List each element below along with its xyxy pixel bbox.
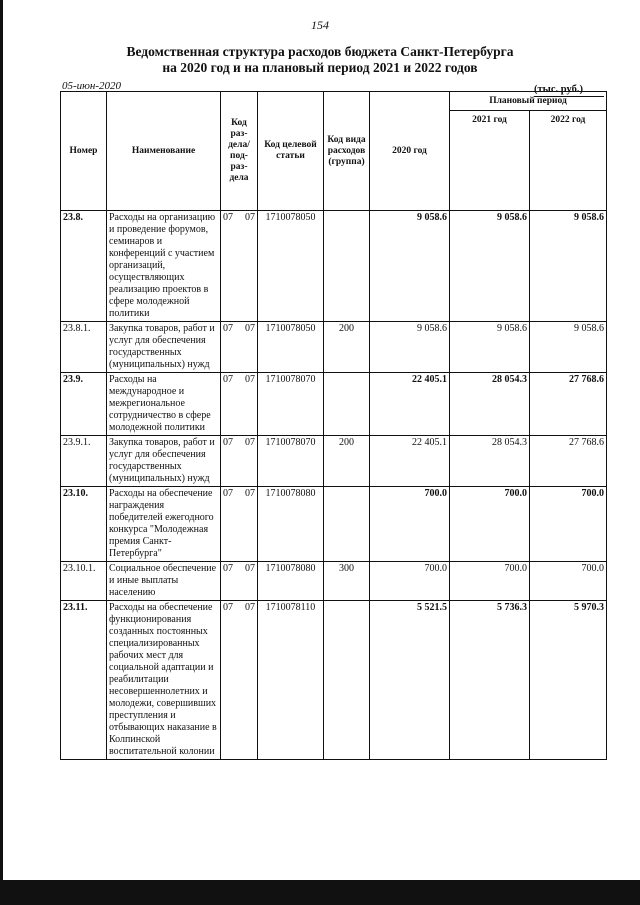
header-target-article: Код целевой статьи — [258, 92, 324, 211]
row-amount-2022: 27 768.6 — [530, 436, 607, 487]
row-amount-2022: 5 970.3 — [530, 601, 607, 760]
row-podrazdel-code: 07 — [245, 488, 255, 499]
row-amount-2021: 9 058.6 — [450, 322, 530, 373]
row-razdel-code: 07 — [223, 374, 233, 385]
row-razdel-code: 07 — [223, 212, 233, 223]
row-expense-type — [324, 601, 370, 760]
row-target-article: 1710078070 — [258, 436, 324, 487]
row-razdel — [221, 436, 258, 487]
row-amount-2021: 28 054.3 — [450, 436, 530, 487]
header-year-2022: 2022 год — [530, 111, 607, 211]
row-number: 23.10.1. — [61, 562, 107, 601]
header-name: Наименование — [107, 92, 221, 211]
table-row — [61, 562, 607, 601]
row-target-article: 1710078050 — [258, 322, 324, 373]
header-year-2020: 2020 год — [370, 92, 450, 211]
row-podrazdel-code: 07 — [245, 563, 255, 574]
row-razdel-code: 07 — [223, 602, 233, 613]
table-row — [61, 487, 607, 562]
budget-table — [60, 91, 607, 760]
table-row — [61, 436, 607, 487]
row-podrazdel-code: 07 — [245, 602, 255, 613]
row-amount-2020: 700.0 — [370, 562, 450, 601]
scan-edge-left — [0, 0, 3, 905]
row-amount-2022: 700.0 — [530, 562, 607, 601]
row-target-article: 1710078050 — [258, 211, 324, 322]
row-amount-2021: 700.0 — [450, 487, 530, 562]
row-razdel — [221, 373, 258, 436]
row-number: 23.10. — [61, 487, 107, 562]
row-name: Социальное обеспечение и иные выплаты населению — [107, 562, 221, 601]
row-name: Расходы на обеспечение функционирования созданных постоянных специализированных рабочих мест для социальной адаптации и реабилитации несовершеннолетних и молодежи, совершивших преступления и отбывающих наказание в Колпинской воспитательной колонии — [107, 601, 221, 760]
page-number: 154 — [311, 18, 329, 32]
row-razdel — [221, 562, 258, 601]
row-target-article: 1710078080 — [258, 562, 324, 601]
row-podrazdel-code: 07 — [245, 437, 255, 448]
title-line-2: на 2020 год и на плановый период 2021 и 2022 годов — [162, 60, 478, 75]
row-razdel — [221, 487, 258, 562]
table-row — [61, 211, 607, 322]
header-year-2021: 2021 год — [450, 111, 530, 211]
row-name: Расходы на обеспечение награждения победителей ежегодного конкурса "Молодежная премия Санкт-Петербурга" — [107, 487, 221, 562]
row-razdel-code: 07 — [223, 488, 233, 499]
row-expense-type: 200 — [324, 436, 370, 487]
row-amount-2021: 28 054.3 — [450, 373, 530, 436]
row-podrazdel-code: 07 — [245, 374, 255, 385]
row-amount-2020: 22 405.1 — [370, 373, 450, 436]
header-plan-period: Плановый период — [450, 92, 607, 111]
row-amount-2020: 22 405.1 — [370, 436, 450, 487]
row-expense-type: 300 — [324, 562, 370, 601]
table-row — [61, 322, 607, 373]
row-razdel-code: 07 — [223, 563, 233, 574]
row-amount-2022: 27 768.6 — [530, 373, 607, 436]
table-row — [61, 373, 607, 436]
row-target-article: 1710078080 — [258, 487, 324, 562]
row-amount-2021: 700.0 — [450, 562, 530, 601]
units-label: (тыс. руб.) — [534, 84, 583, 95]
row-amount-2021: 9 058.6 — [450, 211, 530, 322]
row-amount-2022: 700.0 — [530, 487, 607, 562]
row-razdel — [221, 211, 258, 322]
row-podrazdel-code: 07 — [245, 212, 255, 223]
document-date: 05-июн-2020 — [62, 80, 122, 92]
row-number: 23.8.1. — [61, 322, 107, 373]
row-razdel — [221, 322, 258, 373]
row-name: Расходы на международное и межрегиональное сотрудничество в сфере молодежной политики — [107, 373, 221, 436]
row-expense-type — [324, 211, 370, 322]
table-header — [61, 92, 607, 211]
row-razdel-code: 07 — [223, 323, 233, 334]
row-amount-2022: 9 058.6 — [530, 211, 607, 322]
row-number: 23.9. — [61, 373, 107, 436]
row-number: 23.11. — [61, 601, 107, 760]
document-title — [0, 44, 640, 76]
row-amount-2022: 9 058.6 — [530, 322, 607, 373]
row-amount-2020: 9 058.6 — [370, 211, 450, 322]
row-target-article: 1710078070 — [258, 373, 324, 436]
table-row — [61, 601, 607, 760]
row-razdel — [221, 601, 258, 760]
scan-edge-bottom — [0, 880, 640, 905]
header-expense-type: Код вида расходов (группа) — [324, 92, 370, 211]
title-line-1: Ведомственная структура расходов бюджета Санкт-Петербурга — [126, 44, 514, 59]
row-amount-2020: 9 058.6 — [370, 322, 450, 373]
row-podrazdel-code: 07 — [245, 323, 255, 334]
header-razdel: Код раз-дела/ под-раз-дела — [221, 92, 258, 211]
row-number: 23.9.1. — [61, 436, 107, 487]
row-expense-type — [324, 487, 370, 562]
row-razdel-code: 07 — [223, 437, 233, 448]
table-body — [61, 211, 607, 760]
row-amount-2020: 700.0 — [370, 487, 450, 562]
row-name: Закупка товаров, работ и услуг для обеспечения государственных (муниципальных) нужд — [107, 322, 221, 373]
row-number: 23.8. — [61, 211, 107, 322]
row-name: Закупка товаров, работ и услуг для обеспечения государственных (муниципальных) нужд — [107, 436, 221, 487]
row-target-article: 1710078110 — [258, 601, 324, 760]
row-amount-2021: 5 736.3 — [450, 601, 530, 760]
row-expense-type: 200 — [324, 322, 370, 373]
header-number: Номер — [61, 92, 107, 211]
row-expense-type — [324, 373, 370, 436]
row-name: Расходы на организацию и проведение форумов, семинаров и конференций с участием организаций, осуществляющих реализацию проектов в сфере молодежной политики — [107, 211, 221, 322]
row-amount-2020: 5 521.5 — [370, 601, 450, 760]
